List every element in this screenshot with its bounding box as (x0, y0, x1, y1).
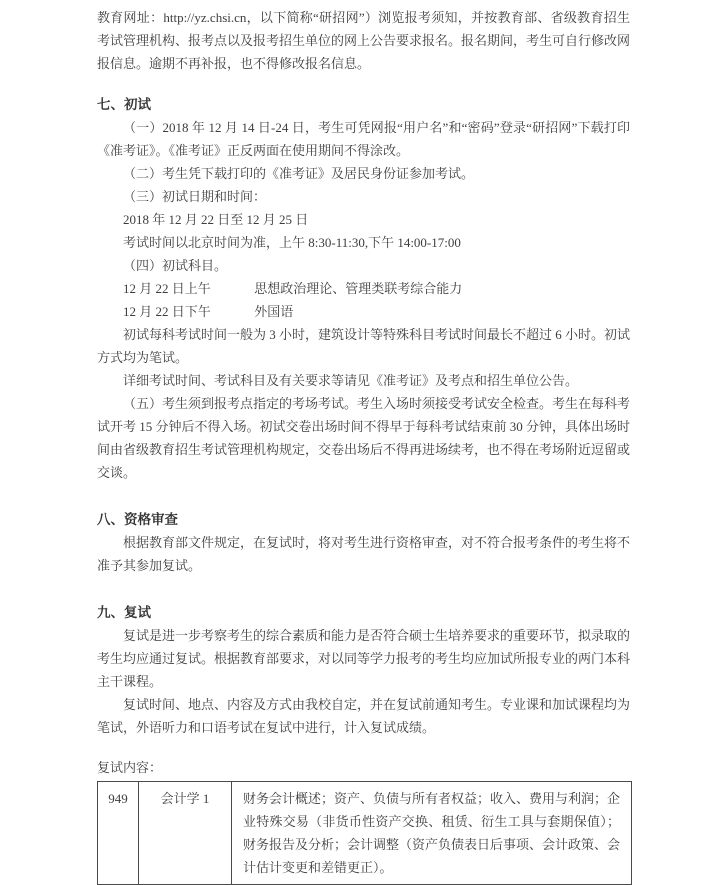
exam-session: 12 月 22 日上午 (123, 281, 211, 296)
para-exam-dates: 2018 年 12 月 22 日至 12 月 25 日 (123, 212, 309, 227)
course-code-cell: 949 (98, 782, 139, 885)
section-heading-retest: 九、复试 (97, 605, 151, 620)
table-row (98, 782, 632, 885)
para-qualification-review: 根据教育部文件规定，在复试时，将对考生进行资格审查，对不符合报考条件的考生将不准予其参加复试。 (97, 535, 631, 573)
para-exam-room-rules: （五）考生须到报考点指定的考场考试。考生入场时须接受考试安全检查。考生在每科考试开考 15 分钟后不得入场。初试交卷出场时间不得早于每科考试结束前 30 分钟，具体出场时间由省级教育招生考试管理机构规定，交卷出场后不得再进场续考，也不得在考场附近逗留或交谈。 (97, 396, 631, 480)
schedule-row-afternoon (97, 300, 630, 323)
para-admission-ticket-download: （一）2018 年 12 月 14 日-24 日，考生可凭网报“用户名”和“密码”登录“研招网”下载打印《准考证》。《准考证》正反两面在使用期间不得涂改。 (97, 120, 630, 158)
section-heading-qualification: 八、资格审查 (97, 512, 178, 527)
document-page (97, 0, 630, 885)
intro-paragraph: 教育网址：http://yz.chsi.cn，以下简称“研招网”）浏览报考须知，并按教育部、省级教育招生考试管理机构、报考点以及报考招生单位的网上公告要求报名。报名期间，考生可自行修改网报信息。逾期不再补报，也不得修改报名信息。 (97, 10, 631, 71)
section-heading-first-exam: 七、初试 (97, 97, 151, 112)
course-content-cell: 财务会计概述；资产、负债与所有者权益；收入、费用与利润；企业特殊交易（非货币性资产交换、租赁、衍生工具与套期保值）；财务报告及分析；会计调整（资产负债表日后事项、会计政策、会计估计变更和差错更正）。 (232, 782, 632, 885)
para-exam-duration: 初试每科考试时间一般为 3 小时，建筑设计等特殊科目考试时间最长不超过 6 小时。初试方式均为笔试。 (97, 327, 631, 365)
para-retest-purpose: 复试是进一步考察考生的综合素质和能力是否符合硕士生培养要求的重要环节，拟录取的考生均应通过复试。根据教育部要求，对以同等学力报考的考生均应加试所报专业的两门本科主干课程。 (97, 628, 631, 689)
exam-session: 12 月 22 日下午 (123, 304, 211, 319)
para-exam-time: 考试时间以北京时间为准，上午 8:30-11:30,下午 14:00-17:00 (123, 235, 461, 250)
para-admission-ticket-id: （二）考生凭下载打印的《准考证》及居民身份证参加考试。 (123, 166, 475, 181)
para-exam-details-notice: 详细考试时间、考试科目及有关要求等请见《准考证》及考点和招生单位公告。 (123, 373, 579, 388)
para-exam-date-label: （三）初试日期和时间： (123, 189, 267, 204)
retest-content-table (97, 781, 632, 885)
schedule-row-morning (97, 277, 630, 300)
retest-content-label: 复试内容： (97, 760, 163, 775)
para-exam-subjects-label: （四）初试科目。 (123, 258, 228, 273)
exam-subject: 思想政治理论、管理类联考综合能力 (254, 281, 463, 296)
course-name-cell: 会计学 1 (139, 782, 232, 885)
para-retest-arrangement: 复试时间、地点、内容及方式由我校自定，并在复试前通知考生。专业课和加试课程均为笔试，外语听力和口语考试在复试中进行，计入复试成绩。 (97, 697, 631, 735)
exam-subject: 外国语 (254, 304, 294, 319)
